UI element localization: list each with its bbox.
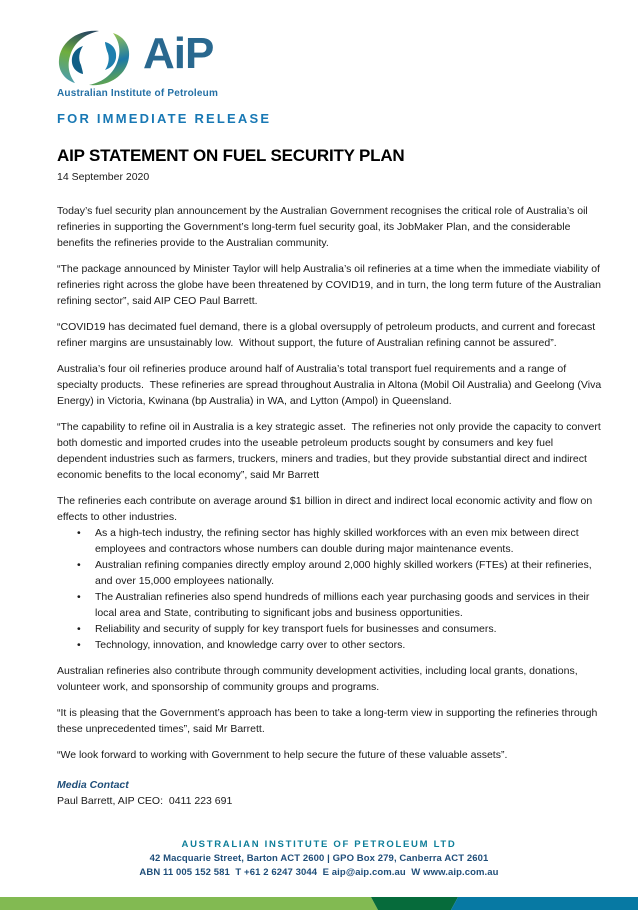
list-item bbox=[57, 621, 605, 637]
bullet-list bbox=[57, 525, 605, 653]
footer-address-line: 42 Macquarie Street, Barton ACT 2600 | GPO Box 279, Canberra ACT 2601 bbox=[149, 853, 489, 864]
footer-color-band bbox=[0, 897, 638, 910]
article-date: 14 September 2020 bbox=[57, 171, 150, 183]
paragraph: “COVID19 has decimated fuel demand, there is a global oversupply of petroleum products, and current and forecast refiner margins are unsustainably low. Without support, the future of Australian refining cannot be assured”. bbox=[57, 321, 599, 349]
list-item bbox=[57, 525, 605, 557]
paragraph: Today’s fuel security plan announcement by the Australian Government recognises the critical role of Australia’s oil refineries in supporting the Government’s long-term fuel security goal, its JobMaker Plan, and the considerable benefits the refineries provide to the Australian community. bbox=[57, 205, 591, 249]
aip-logo bbox=[57, 30, 213, 86]
list-item bbox=[57, 637, 605, 653]
footer bbox=[0, 838, 638, 880]
list-item-text: Reliability and security of supply for key transport fuels for businesses and consumers. bbox=[95, 623, 497, 635]
paragraph: “We look forward to working with Government to help secure the future of these valuable assets”. bbox=[57, 749, 508, 761]
bullet-marker: • bbox=[77, 639, 81, 651]
band-blue-segment bbox=[451, 897, 638, 910]
list-item-text: As a high-tech industry, the refining sector has highly skilled workforces with an even mix between direct employees and contractors whose numbers can double during major maintenance events. bbox=[95, 527, 579, 555]
list-item-text: Technology, innovation, and knowledge carry over to other sectors. bbox=[95, 639, 406, 651]
bullet-marker: • bbox=[77, 623, 81, 635]
paragraph: Australian refineries also contribute through community development activities, including local grants, donations, volunteer work, and sponsorship of community groups and programs. bbox=[57, 665, 581, 693]
paragraph: “The package announced by Minister Taylor will help Australia’s oil refineries at a time when the immediate viability of refineries right across the globe have been threatened by COVID19, and in turn, the long term future of the Australian refining sector”, said AIP CEO Paul Barrett. bbox=[57, 263, 604, 307]
media-contact-label: Media Contact bbox=[57, 779, 129, 791]
article-title: AIP STATEMENT ON FUEL SECURITY PLAN bbox=[57, 146, 405, 165]
bullet-marker: • bbox=[77, 559, 81, 571]
bullet-marker: • bbox=[77, 591, 81, 603]
aip-swirl-icon bbox=[57, 30, 131, 86]
band-green-segment bbox=[0, 897, 378, 910]
logo-tagline: Australian Institute of Petroleum bbox=[57, 88, 219, 99]
bullet-marker: • bbox=[77, 527, 81, 539]
paragraph: The refineries each contribute on average around $1 billion in direct and indirect local economic activity and flow on effects to other industries. bbox=[57, 495, 596, 523]
band-dark-green-segment bbox=[371, 897, 458, 910]
paragraph: Australia’s four oil refineries produce around half of Australia’s total transport fuel requirements and a range of specialty products. These refineries are spread throughout Australia in Altona (Mobil Oil Australia) and Geelong (Viva Energy) in Victoria, Kwinana (bp Australia) in WA, and Lytton (Ampol) in Queensland. bbox=[57, 363, 605, 407]
list-item bbox=[57, 589, 605, 621]
list-item-text: Australian refining companies directly employ around 2,000 highly skilled workers (FTEs) at their refineries, and over 15,000 employees nationally. bbox=[95, 559, 592, 587]
footer-org-line: AUSTRALIAN INSTITUTE OF PETROLEUM LTD bbox=[181, 839, 457, 850]
article-body bbox=[57, 146, 605, 809]
list-item-text: The Australian refineries also spend hundreds of millions each year purchasing goods and services in their local area and State, contributing to significant jobs and business opportunities. bbox=[95, 591, 590, 619]
release-label: FOR IMMEDIATE RELEASE bbox=[57, 111, 272, 126]
media-contact-line: Paul Barrett, AIP CEO: 0411 223 691 bbox=[57, 795, 233, 807]
paragraph: “The capability to refine oil in Australia is a key strategic asset. The refineries not only provide the capacity to convert both domestic and imported crudes into the useable petroleum products sought by consumers and key fuel dependent industries such as farmers, truckers, miners and tradies, but they provide substantial direct and indirect economic benefits to the local economy”, said Mr Barrett bbox=[57, 421, 604, 481]
list-item bbox=[57, 557, 605, 589]
aip-wordmark: AiP bbox=[143, 29, 214, 78]
footer-contact-line: ABN 11 005 152 581 T +61 2 6247 3044 E aip@aip.com.au W www.aip.com.au bbox=[139, 867, 499, 878]
paragraph: “It is pleasing that the Government’s approach has been to take a long-term view in supporting the refineries through these unprecedented times”, said Mr Barrett. bbox=[57, 707, 601, 735]
